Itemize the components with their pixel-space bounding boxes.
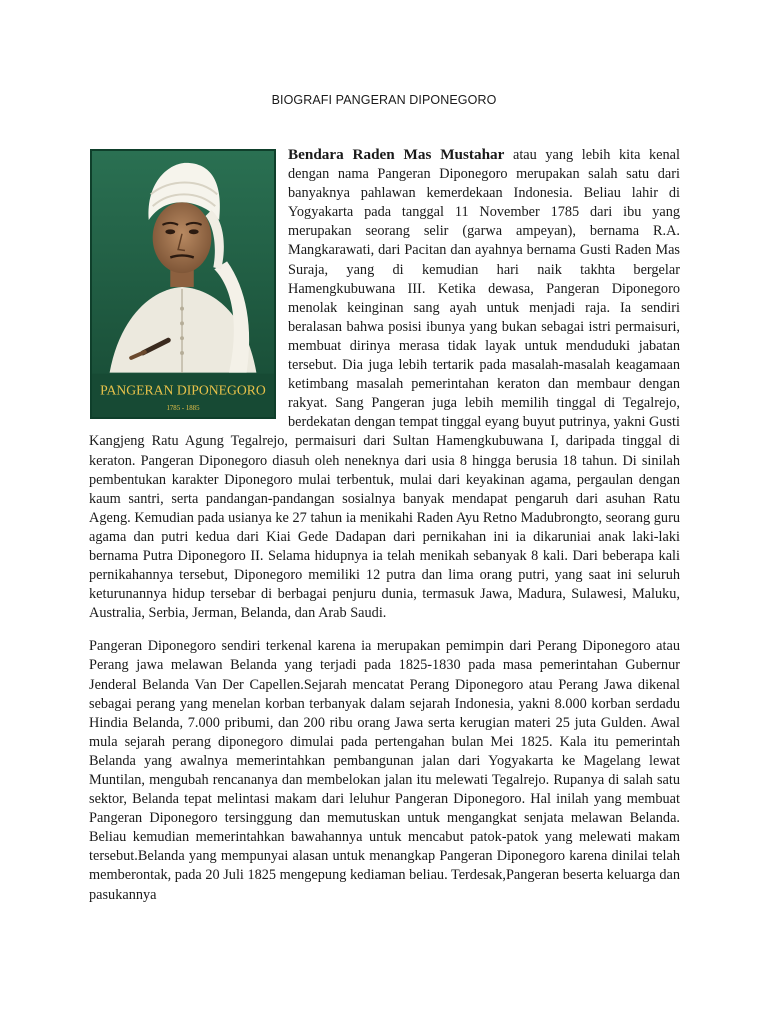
paragraph-2: Pangeran Diponegoro sendiri terkenal karena ia merupakan pemimpin dari Perang Diponegoro atau Perang jawa melawan Belanda yang terjadi pada 1825-1830 pada masa pemerintahan Gubernur Jenderal Belanda Van Der Capellen.Sejarah mencatat Perang Diponegoro atau Perang Jawa dikenal sebagai perang yang menelan korban terbanyak dalam sejarah Indonesia, yakni 8.000 korban serdadu Hindia Belanda, 7.000 pribumi, dan 200 ribu orang Jawa serta kerugian materi 25 juta Gulden. Awal mula sejarah perang diponegoro dimulai pada pertengahan bulan Mei 1825. Kala itu pemerintah Belanda yang awalnya memerintahkan pembangunan jalan dari Yogyakarta ke Magelang lewat Muntilan, mengubah rencananya dan membelokan jalan itu melewati Tegalrejo. Rupanya di salah satu sektor, Belanda tepat melintasi makam dari leluhur Pangeran Diponegoro. Hal inilah yang membuat Pangeran Diponegoro tersinggung dan memutuskan untuk mengangkat senjata melawan Belanda. Beliau kemudian memerintahkan bawahannya untuk mencabut patok-patok yang melewati makam tersebut.Belanda yang mempunyai alasan untuk menangkap Pangeran Diponegoro karena dinilai telah memberontak, pada 20 Juli 1825 mengepung kediaman beliau. Terdesak,Pangeran beserta keluarga dan pasukannya [89,638,680,903]
document-body [89,145,680,919]
document-title: BIOGRAFI PANGERAN DIPONEGORO [271,93,497,107]
paragraph-1-text: atau yang lebih kita kenal dengan nama Pangeran Diponegoro merupakan salah satu dari banyaknya pahlawan kemerdekaan Indonesia. Beliau lahir di Yogyakarta pada tanggal 11 November 1785 dari ibu yang merupakan seorang selir (garwa ampeyan), bernama R.A. Mangkarawati, dari Pacitan dan ayahnya bernama Gusti Raden Mas Suraja, yang di kemudian hari naik takhta bergelar Hamengkubuwana III. Ketika dewasa, Pangeran Diponegoro menolak keinginan sang ayah untuk menjadi raja. Ia sendiri beralasan bahwa posisi ibunya yang bukan sebagai istri permaisuri, membuat dirinya merasa tidak layak untuk menduduki jabatan tersebut. Dia juga lebih tertarik pada masalah-masalah keagamaan ketimbang masalah pemerintahan keraton dan membaur dengan rakyat. Sang Pangeran juga lebih memilih tinggal di Tegalrejo, berdekatan dengan tempat tinggal eyang buyut putrinya, yakni Gusti Kangjeng Ratu Agung Tegalrejo, permaisuri dari Sultan Hamengkubuwana I, daripada tinggal di keraton. Pangeran Diponegoro diasuh oleh neneknya dari usia 8 hingga berusia 18 tahun. Di sinilah pembentukan karakter Diponegoro mulai terbentuk, mulai dari keyakinan agama, pergaulan dengan kaum santri, serta pandangan-pandangan sosialnya banyak mendapat pengaruh dari asuhan Ratu Ageng. Kemudian pada usianya ke 27 tahun ia menikahi Raden Ayu Retno Madubrongto, seorang guru agama dan putri kedua dari Kiai Gede Dadapan dari pernikahan ini ia dikaruniai anak laki-laki bernama Putra Diponegoro II. Selama hidupnya ia telah menikah sebanyak 8 kali. Dari beberapa kali pernikahannya tersebut, Diponegoro memiliki 12 putra dan lima orang putri, yang saat ini seluruh keturunannya hidup tersebar di berbagai penjuru dunia, termasuk Jawa, Madura, Sulawesi, Maluku, Australia, Serbia, Jerman, Belanda, dan Arab Saudi. [89,147,680,622]
portrait-image [90,149,276,419]
lead-name: Bendara Raden Mas Mustahar [288,146,505,163]
portrait-years: 1785 - 1885 [166,405,200,413]
portrait-illustration [92,151,274,417]
portrait-caption: PANGERAN DIPONEGORO [100,382,266,398]
